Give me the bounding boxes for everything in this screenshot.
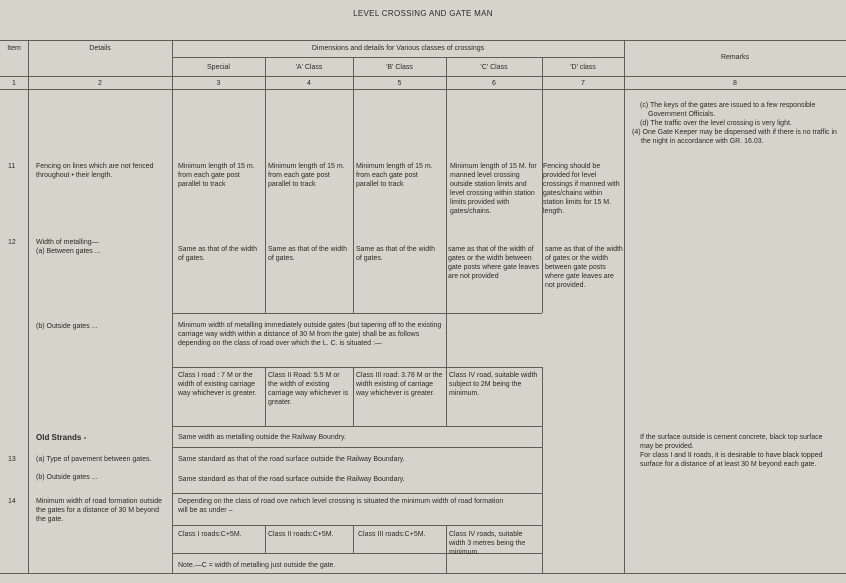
b-col-border	[446, 57, 447, 426]
header-b-class: 'B' Class	[386, 64, 413, 71]
row12-details: Width of metalling— (a) Between gates ...	[36, 239, 101, 255]
a-col-border-r14	[353, 525, 354, 553]
row14-details: Minimum width of road formation outside the gates for a distance of 30 M beyond the gate.	[36, 498, 163, 523]
a-col-border	[353, 57, 354, 313]
page-title: LEVEL CROSSING AND GATE MAN	[353, 9, 493, 18]
row12-special: Same as that of the width of gates.	[178, 246, 257, 262]
row14-class2: Class II roads:C+5M.	[268, 531, 334, 538]
row14-span-top	[172, 493, 542, 494]
header-special: Special	[207, 64, 230, 71]
row11-special: Minimum length of 15 m. from each gate post parallel to track	[178, 163, 255, 188]
col-number: 5	[397, 80, 402, 87]
row11-c-class: Minimum length of 15 M. for manned level crossing outside station limits and level crossing within station limits provided with gates/chains.	[450, 163, 537, 215]
col-number: 4	[307, 80, 311, 87]
row13-span-b: Same standard as that of the road surface outside the Railway Boundary.	[178, 476, 405, 483]
row12-item: 12	[8, 239, 16, 246]
remarks-col-border	[624, 40, 625, 573]
outside-gates-divider	[172, 367, 542, 368]
row12b-details: (b) Outside gates ...	[36, 323, 98, 330]
header-dimensions: Dimensions and details for Various classes of crossings	[311, 45, 485, 52]
special-col-border	[265, 57, 266, 313]
details-col-border	[172, 40, 173, 573]
row14-span: Depending on the class of road ove rwhich level crossing is situated the minimum width of road formation will be as under –	[178, 498, 504, 514]
row12b-class2: Class II Road: 5.5 M or the width of existing carriage way whichever is greater.	[268, 372, 349, 406]
col-number: 2	[98, 80, 102, 87]
subheader-rule	[172, 57, 624, 58]
remark-4: (4) One Gate Keeper may be dispensed with if there is no traffic in the night in accordance with GR. 16.03.	[632, 129, 837, 145]
row11-a-class: Minimum length of 15 m. from each gate post parallel to track	[268, 163, 345, 188]
col-number: 3	[216, 80, 221, 87]
row12-d-class: same as that of the width of gates or the width between gate posts where gate leaves are not provided.	[545, 246, 623, 289]
row12b-class1: Class I road : 7 M or the width of existing carriage way whichever is greater.	[178, 372, 257, 397]
row12-b-class: Same as that of the width of gates.	[356, 246, 435, 262]
row14-item: 14	[8, 498, 16, 505]
table-top-border	[0, 40, 846, 41]
col-number: 8	[733, 80, 737, 87]
a-col-border-lower	[353, 367, 354, 426]
row14-class1: Class I roads:C+5M.	[178, 531, 242, 538]
row14-classes-top	[172, 525, 542, 526]
outside-gates-top-2	[172, 313, 542, 314]
old-strands-top	[172, 426, 542, 427]
row12-c-class: same as that of the width of gates or the width between gate posts where gate leaves are not provided	[448, 246, 540, 280]
row13-span-a: Same standard as that of the road surface outside the Railway Boundary.	[178, 456, 405, 463]
header-c-class: 'C' Class	[480, 64, 508, 71]
row11-item: 11	[8, 163, 16, 170]
old-strands-span: Same width as metalling outside the Railway Boundry.	[178, 434, 346, 441]
col-number: 6	[492, 80, 496, 87]
special-col-border-r14	[265, 525, 266, 553]
header-details: Details	[89, 45, 111, 52]
row14-class3: Class III roads:C+5M.	[358, 531, 426, 538]
b-col-border-r14	[446, 525, 447, 573]
remark-d: (d) The traffic over the level crossing is very light.	[640, 120, 792, 127]
row14-note: Note.—C = width of metalling just outside the gate.	[178, 562, 336, 569]
row14-class4: Class IV roads, suitable width 3 metres being the minimum.	[449, 531, 526, 556]
row12b-class4: Class IV road, suitable width subject to 2M being the minimum.	[449, 372, 538, 397]
row12b-span: Minimum width of metalling immediately outside gates (but tapering off to the existing carriage way width within a distance of 30 M from the gate) shall be as follows depending on the class of road over which the L. C. is situated :—	[178, 322, 442, 347]
table-bottom-border	[0, 573, 846, 574]
col-number: 1	[12, 80, 16, 87]
item-col-border	[28, 40, 29, 573]
row13-details-b: (b) Outside gates ...	[36, 474, 98, 481]
special-col-border-lower	[265, 367, 266, 426]
header-item: Item	[7, 45, 21, 52]
row11-b-class: Minimum length of 15 m. from each gate post parallel to track	[356, 163, 433, 188]
old-strands-label: Old Strands -	[36, 433, 87, 442]
header-a-class: 'A' Class	[295, 64, 323, 71]
col-number: 7	[581, 80, 585, 87]
remark-c: (c) The keys of the gates are issued to a few responsible Government Officials.	[640, 102, 816, 118]
row12b-class3: Class III road: 3.78 M or the width existing of carriage way whichever is greater.	[356, 372, 443, 397]
row11-d-class: Fencing should be provided for level crossings if manned with gates/chains within station limits for 15 M. length.	[543, 163, 620, 215]
header-remarks: Remarks	[720, 54, 749, 61]
row13-details-a: (a) Type of pavement between gates.	[36, 456, 152, 463]
column-number-rule-bottom	[0, 89, 846, 90]
header-d-class: 'D' class	[570, 64, 596, 71]
row13-item: 13	[8, 456, 16, 463]
old-strands-bottom	[172, 447, 542, 448]
column-number-rule-top	[0, 76, 846, 77]
row12-a-class: Same as that of the width of gates.	[268, 246, 347, 262]
c-col-border-lower	[542, 367, 543, 573]
row11-details: Fencing on lines which are not fenced throughout • their length.	[36, 163, 154, 179]
row13-remarks: If the surface outside is cement concrete, black top surface may be provided. For class I and II roads, it is desirable to have black topped surface for a distance of at least 30 M beyond each gate.	[640, 434, 823, 468]
